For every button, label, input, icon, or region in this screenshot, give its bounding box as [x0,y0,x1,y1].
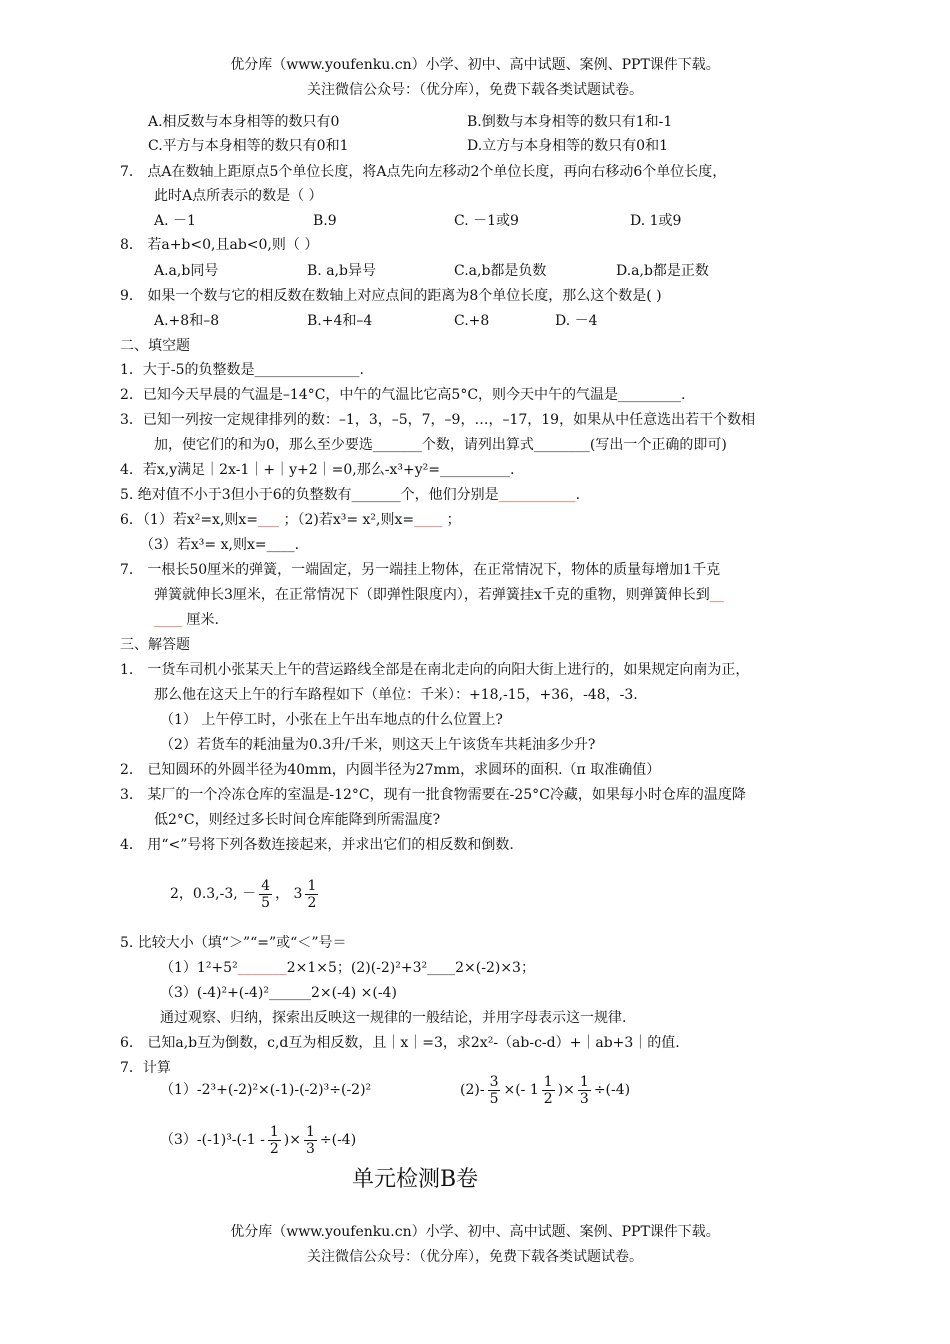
fill-5-blank: ___________ [498,487,576,503]
fill-6-part-1: 6．（1）若x²=x,则x= [120,512,259,528]
problem-6: 6． 已知a,b互为倒数，c,d互为相反数，且｜x｜=3，求2x²-（ab-c-d）+｜ab+3｜的值. [120,1035,680,1051]
calc-2-times: )× [557,1082,575,1098]
problem-5-row-3: 通过观察、归纳，探索出反映这一规律的一般结论，并用字母表示这一规律. [160,1010,627,1026]
calc-3-times: )× [283,1132,301,1148]
fill-5 [120,485,580,505]
calc-2 [460,1068,630,1112]
fill-5-end: . [575,487,581,503]
fill-6-blank-2: ____ [414,512,443,528]
fill-5-text: 5. 绝对值不小于3但小于6的负整数有_______个，他们分别是 [120,487,499,503]
fraction-1-3 [578,1074,591,1107]
denominator: 3 [305,1140,315,1157]
problem-7: 7．计算 [120,1060,171,1076]
section-3-title: 三、解答题 [120,637,190,653]
q7-option-a: A. －1 [154,213,196,229]
q7-stem-1: 7． 点A在数轴上距原点5个单位长度，将A点先向左移动2个单位长度，再向右移动6个单位长度， [120,164,727,180]
q6-option-b: B.倒数与本身相等的数只有1和-1 [467,114,673,130]
q8-option-a: A.a,b同号 [154,263,219,279]
q8-stem: 8． 若a+b<0,且ab<0,则（ ） [120,237,319,253]
fraction-3-5 [488,1074,501,1107]
fill-7-blank-cont: ____ [154,612,182,628]
p5-expr-2: 2×1×5；(2)(-2)²+3²____2×(-2)×3； [286,960,535,976]
q8-option-d: D.a,b都是正数 [616,263,709,279]
fraction-4-5 [259,878,272,911]
problem-4: 4． 用“<”号将下列各数连接起来，并求出它们的相反数和倒数. [120,837,514,853]
fraction-1-2-c [268,1124,281,1157]
denominator: 3 [579,1090,589,1107]
footer-line-2: 关注微信公众号：（优分库），免费下载各类试题试卷。 [307,1249,643,1265]
numbers-sep: ， 3 [275,886,303,902]
fraction-1-2-b [542,1074,555,1107]
p5-expr-1: （1）1²+5² [160,960,238,976]
header-line-1: 优分库（www.youfenku.cn）小学、初中、高中试题、案例、PPT课件下载。 [230,57,720,73]
numerator: 1 [543,1073,553,1090]
fill-7-line-3 [154,610,219,630]
problem-2: 2． 已知圆环的外圆半径为40mm，内圆半径为27mm，求圆环的面积.（π 取准确值） [120,762,661,778]
problem-1-line-1: 1． 一货车司机小张某天上午的营运路线全部是在南北走向的向阳大街上进行的，如果规定向南为正， [120,662,750,678]
q6-option-d: D.立方与本身相等的数只有0和1 [467,138,668,154]
fill-7-line-1: 7． 一根长50厘米的弹簧，一端固定，另一端挂上物体，在正常情况下，物体的质量每增加1千克 [120,562,721,578]
numbers-list: 2，0.3,-3, － [170,886,257,902]
header-line-2: 关注微信公众号：（优分库），免费下载各类试题试卷。 [307,82,643,98]
q7-stem-2: 此时A点所表示的数是（ ） [154,188,323,204]
denominator: 5 [261,894,271,911]
problem-3-line-2: 低2°C，则经过多长时间仓库能降到所需温度? [154,812,441,828]
q9-option-c: C.+8 [454,313,490,329]
footer-line-1: 优分库（www.youfenku.cn）小学、初中、高中试题、案例、PPT课件下载。 [230,1224,720,1240]
problem-3-line-1: 3． 某厂的一个冷冻仓库的室温是-12°C，现有一批食物需要在-25°C冷藏，如果每小时仓库的温度降 [120,787,746,803]
numerator: 1 [579,1073,589,1090]
q7-option-c: C. －1或9 [454,213,519,229]
fill-7-blank: __ [709,587,724,603]
unit-title: 单元检测B卷 [352,1167,479,1192]
fill-4: 4．若x,y满足｜2x-1｜+｜y+2｜=0,那么-x³+y²=__________. [120,462,515,478]
problem-5-row-1 [160,958,535,978]
numerator: 1 [307,877,317,894]
fill-1: 1．大于-5的负整数是_______________. [120,362,364,378]
numerator: 1 [305,1123,315,1140]
denominator: 2 [543,1090,553,1107]
denominator: 2 [269,1140,279,1157]
q9-stem: 9． 如果一个数与它的相反数在数轴上对应点间的距离为8个单位长度，那么这个数是( ) [120,288,662,304]
numerator: 1 [269,1123,279,1140]
q8-option-b: B. a,b异号 [307,263,376,279]
fraction-1-2 [305,878,318,911]
fill-7-text: 弹簧就伸长3厘米，在正常情况下（即弹性限度内），若弹簧挂x千克的重物，则弹簧伸长到 [154,587,710,603]
problem-1-q1: （1） 上午停工时，小张在上午出车地点的什么位置上? [160,712,503,728]
calc-1: （1）-2³+(-2)²×(-1)-(-2)³÷(-2)² [160,1082,372,1098]
problem-5-row-2: （3）(-4)²+(-4)²______2×(-4) ×(-4) [160,985,397,1001]
fill-6 [120,510,461,530]
q6-option-a: A.相反数与本身相等的数只有0 [148,114,340,130]
calc-3-start: （3）-(-1)³-(-1 - [160,1132,265,1148]
problem-4-numbers [170,868,321,920]
q7-option-b: B.9 [313,213,337,229]
denominator: 2 [307,894,317,911]
p5-blank-1: _______ [237,960,287,976]
q7-option-d: D. 1或9 [630,213,682,229]
fill-6-part-2: ；（2)若x³= x²,则x= [279,512,415,528]
q9-option-a: A.+8和–8 [154,313,220,329]
numerator: 3 [489,1073,499,1090]
fill-3-line-1: 3．已知一列按一定规律排列的数：–1，3，–5，7，–9，…，–17，19，如果从中任意选出若干个数相 [120,412,756,428]
fraction-1-3-b [304,1124,317,1157]
q6-option-c: C.平方与本身相等的数只有0和1 [148,138,349,154]
calc-2-end: ÷(-4) [593,1082,631,1098]
problem-1-line-2: 那么他在这天上午的行车路程如下（单位：千米）：+18,-15，+36，-48，-3. [154,687,638,703]
fill-6-blank-1: ___ [258,512,280,528]
fill-2: 2．已知今天早晨的气温是–14°C，中午的气温比它高5°C，则今天中午的气温是_________. [120,387,686,403]
denominator: 5 [489,1090,499,1107]
numerator: 4 [261,877,271,894]
q9-option-b: B.+4和–4 [307,313,373,329]
calc-3-end: ÷(-4) [319,1132,357,1148]
calc-2-start: (2)- [460,1082,485,1098]
fill-6-part-3: ； [442,512,461,528]
fill-7-unit: 厘米. [182,612,219,628]
q8-option-c: C.a,b都是负数 [454,263,547,279]
fill-7-line-2 [154,585,724,605]
problem-1-q2: （2）若货车的耗油量为0.3升/千米，则这天上午该货车共耗油多少升? [160,737,596,753]
fill-3-line-2: 加，使它们的和为0，那么至少要选_______个数，请列出算式________(写出一个正确的即可) [154,437,727,453]
calc-3 [160,1118,356,1162]
calc-2-mid: ×(- 1 [503,1082,539,1098]
q9-option-d: D. －4 [555,313,598,329]
problem-5: 5. 比较大小（填“＞”“=”或“＜”号＝ [120,935,347,951]
fill-6-3: （3）若x³= x,则x=____. [140,537,300,553]
section-2-title: 二、填空题 [120,338,190,354]
